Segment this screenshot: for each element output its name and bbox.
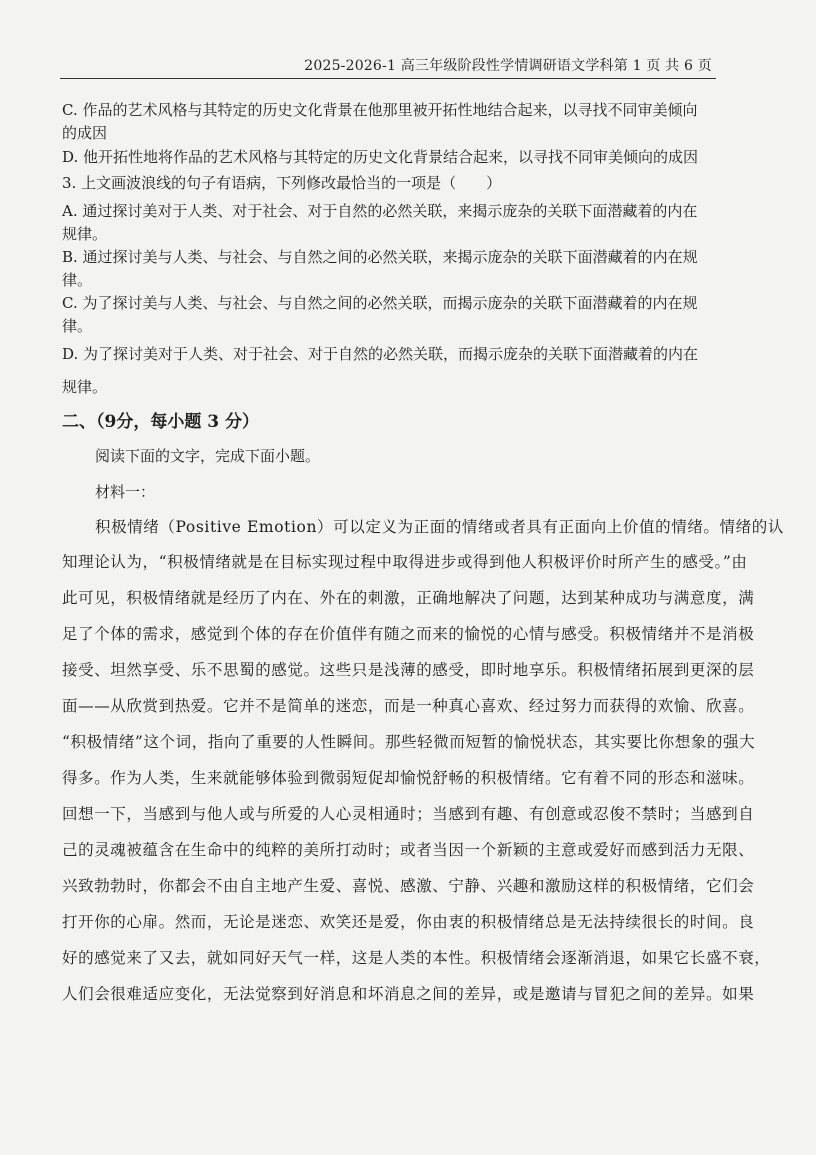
- q3-stem: 3. 上文画波浪线的句子有语病，下列修改最恰当的一项是（ ）: [62, 174, 502, 192]
- q3-option-d-line2: 规律。: [62, 378, 108, 396]
- passage-line: 回想一下，当感到与他人或与所爱的人心灵相通时；当感到有趣、有创意或忍俊不禁时；当感到自: [62, 805, 755, 823]
- passage-line: 面——从欣赏到热爱。它并不是简单的迷恋，而是一种真心喜欢、经过努力而获得的欢愉、欣喜。: [62, 697, 755, 715]
- passage-line: 人们会很难适应变化，无法觉察到好消息和坏消息之间的差异，或是邀请与冒犯之间的差异。如果: [62, 985, 755, 1003]
- section-title: 二、（9分，每小题 3 分）: [62, 412, 259, 432]
- passage-line: “积极情绪”这个词，指向了重要的人性瞬间。那些轻微而短暂的愉悦状态，其实要比你想象的强大: [62, 733, 756, 751]
- passage-line: 知理论认为，“积极情绪就是在目标实现过程中取得进步或得到他人积极评价时所产生的感受。”由: [62, 553, 748, 571]
- q3-option-b-line1: B. 通过探讨美与人类、与社会、与自然之间的必然关联，来揭示庞杂的关联下面潜藏着的内在规: [62, 248, 698, 266]
- passage-line: 好的感觉来了又去，就如同好天气一样，这是人类的本性。积极情绪会逐渐消退，如果它长盛不衰，: [62, 949, 771, 967]
- header-rule: [60, 78, 716, 79]
- passage-line: 打开你的心扉。然而，无论是迷恋、欢笑还是爱，你由衷的积极情绪总是无法持续很长的时间。良: [62, 913, 755, 931]
- q3-option-c-line1: C. 为了探讨美与人类、与社会、与自然之间的必然关联，而揭示庞杂的关联下面潜藏着的内在规: [62, 294, 698, 312]
- q3-option-d-line1: D. 为了探讨美对于人类、对于社会、对于自然的必然关联，而揭示庞杂的关联下面潜藏着的内在: [62, 345, 699, 363]
- section-instruction: 阅读下面的文字，完成下面小题。: [95, 447, 321, 465]
- passage-line: 积极情绪（Positive Emotion）可以定义为正面的情绪或者具有正面向上价值的情绪。情绪的认: [95, 518, 784, 536]
- q3-option-a-line1: A. 通过探讨美对于人类、对于社会、对于自然的必然关联，来揭示庞杂的关联下面潜藏着的内在: [62, 202, 698, 220]
- q3-option-b-line2: 律。: [62, 271, 93, 289]
- passage-line: 足了个体的需求，感觉到个体的存在价值伴有随之而来的愉悦的心情与感受。积极情绪并不是消极: [62, 625, 755, 643]
- passage-line: 接受、坦然享受、乐不思蜀的感觉。这些只是浅薄的感受，即时地享乐。积极情绪拓展到更深的层: [62, 661, 755, 679]
- passage-line: 得多。作为人类，生来就能够体验到微弱短促却愉悦舒畅的积极情绪。它有着不同的形态和滋味。: [62, 769, 755, 787]
- page-header: 2025-2026-1 高三年级阶段性学情调研语文学科第 1 页 共 6 页: [304, 58, 712, 74]
- q2-option-d: D. 他开拓性地将作品的艺术风格与其特定的历史文化背景结合起来，以寻找不同审美倾向的成因: [62, 148, 699, 166]
- q3-option-a-line2: 规律。: [62, 225, 108, 243]
- q2-option-c-line1: C. 作品的艺术风格与其特定的历史文化背景在他那里被开拓性地结合起来，以寻找不同审美倾向: [62, 101, 698, 119]
- passage-line: 己的灵魂被蕴含在生命中的纯粹的美所打动时；或者当因一个新颖的主意或爱好而感到活力无限、: [62, 841, 755, 859]
- q2-option-c-line2: 的成因: [62, 124, 108, 142]
- passage-line: 兴致勃勃时，你都会不由自主地产生爱、喜悦、感激、宁静、兴趣和激励这样的积极情绪，它们会: [62, 877, 755, 895]
- material-label: 材料一：: [95, 483, 156, 501]
- passage-line: 此可见，积极情绪就是经历了内在、外在的刺激，正确地解决了问题，达到某种成功与满意度，满: [62, 589, 755, 607]
- q3-option-c-line2: 律。: [62, 317, 93, 335]
